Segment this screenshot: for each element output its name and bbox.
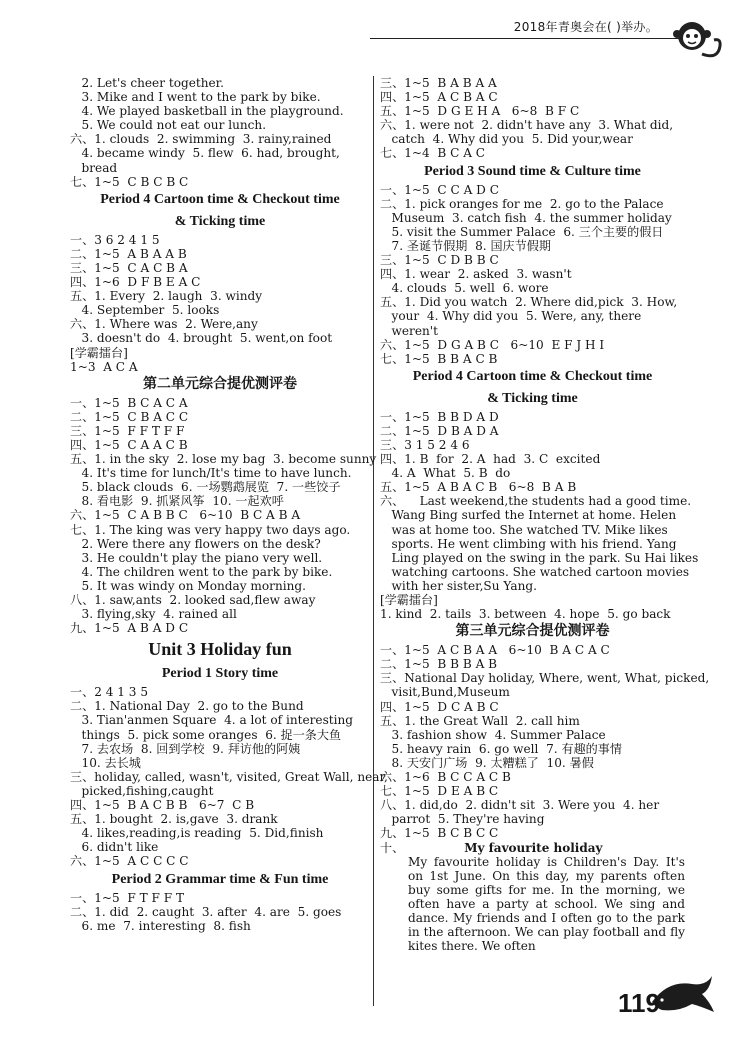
- answer-line: 二、1. pick oranges for me 2. go to the Palace: [380, 196, 664, 211]
- essay-title-row: [380, 841, 685, 855]
- answer-line: 6. me 7. interesting 8. fish: [70, 918, 251, 933]
- answer-line: 四、1~5 D C A B C: [380, 699, 499, 714]
- answer-line: 四、1. B for 2. A had 3. C excited: [380, 452, 601, 467]
- section-heading: & Ticking time: [487, 390, 578, 406]
- answer-line: Ling played on the swing in the park. Su Hai likes: [380, 550, 699, 565]
- answer-line: 六、1. Where was 2. Were,any: [70, 317, 258, 332]
- answer-line: catch 4. Why did you 5. Did your,wear: [380, 132, 633, 147]
- answer-line: Museum 3. catch fish 4. the summer holiday: [380, 210, 672, 225]
- answer-line: 六、1~5 D G A B C 6~10 E F J H I: [380, 337, 605, 352]
- answer-line: 七、1~5 D E A B C: [380, 784, 499, 799]
- answer-line: 5. visit the Summer Palace 6. 三个主要的假日: [380, 224, 664, 239]
- answer-line: Wang Bing surfed the Internet at home. Helen: [380, 508, 677, 523]
- answer-line: 2. Were there any flowers on the desk?: [70, 536, 321, 551]
- answer-line: 二、1. did 2. caught 3. after 4. are 5. goes: [70, 904, 342, 919]
- answer-line: 二、1~5 B B B A B: [380, 657, 498, 672]
- answer-line: 4. became windy 5. flew 6. had, brought,: [70, 146, 340, 161]
- answer-line: 1~3 A C A: [70, 359, 138, 374]
- section-heading: Period 4 Cartoon time & Checkout time: [412, 368, 653, 384]
- answer-line: 4. September 5. looks: [70, 303, 220, 318]
- essay-title: My favourite holiday: [464, 840, 603, 855]
- answer-line: 4. likes,reading,is reading 5. Did,finish: [70, 826, 324, 841]
- answer-line: 5. It was windy on Monday morning.: [70, 578, 306, 593]
- page-number: 119: [618, 988, 660, 1018]
- answer-line: picked,fishing,caught: [70, 783, 214, 798]
- answer-line: [学霸擂台]: [70, 345, 128, 360]
- answer-line: 三、1~5 C D B B C: [380, 253, 499, 268]
- answer-line: 四、1~5 C A A C B: [70, 437, 188, 452]
- answer-line: 七、1~5 C B C B C: [70, 174, 189, 189]
- answer-line: 二、1~5 A B A A B: [70, 246, 187, 261]
- answer-line: 三、holiday, called, wasn't, visited, Great Wall, near,: [70, 769, 388, 784]
- section-heading: Period 1 Story time: [161, 666, 279, 682]
- answer-line: 3. He couldn't play the piano very well.: [70, 550, 323, 565]
- answer-line: 一、1~5 B B D A D: [380, 409, 499, 424]
- answer-line: 三、3 1 5 2 4 6: [380, 437, 470, 452]
- section-heading: & Ticking time: [174, 213, 266, 229]
- answer-line: 8. 天安门广场 9. 太糟糕了 10. 暑假: [380, 755, 594, 770]
- answer-line: 六、1~5 C A B B C 6~10 B C A B A: [70, 508, 301, 523]
- answer-line: 3. fashion show 4. Summer Palace: [380, 727, 606, 742]
- answer-line: 3. Tian'anmen Square 4. a lot of interesting: [70, 713, 354, 728]
- section-heading: Period 3 Sound time & Culture time: [424, 163, 641, 179]
- answer-line: 二、1. National Day 2. go to the Bund: [70, 699, 304, 714]
- answer-line: 四、1~5 A C B A C: [380, 90, 498, 105]
- section-heading: 第二单元综合提优测评卷: [143, 376, 297, 392]
- answer-line: 二、1~5 C B A C C: [70, 409, 189, 424]
- answer-line: 四、1. wear 2. asked 3. wasn't: [380, 267, 572, 282]
- section-heading: Period 4 Cartoon time & Checkout time: [100, 191, 340, 207]
- answer-line: 六、1. clouds 2. swimming 3. rainy,rained: [70, 132, 332, 147]
- answer-line: 4. clouds 5. well 6. wore: [380, 281, 549, 296]
- answer-line: your 4. Why did you 5. Were, any, there: [380, 309, 642, 324]
- answer-line: 七、1. The king was very happy two days ago.: [70, 522, 351, 537]
- answer-line: was at home too. She watched TV. Mike likes: [380, 522, 668, 537]
- question-number: 十、: [380, 840, 405, 855]
- answer-line: 六、1~5 A C C C C: [70, 854, 189, 869]
- answer-line: 2. Let's cheer together.: [70, 76, 224, 90]
- answer-line: 5. heavy rain 6. go well 7. 有趣的事情: [380, 741, 622, 756]
- answer-line: 七、1~4 B C A C: [380, 146, 486, 161]
- left-column: [70, 76, 388, 933]
- answer-line: 一、2 4 1 3 5: [70, 685, 149, 700]
- answer-line: 3. doesn't do 4. brought 5. went,on foot: [70, 331, 333, 346]
- answer-line: 1. kind 2. tails 3. between 4. hope 5. go back: [380, 607, 671, 622]
- answer-line: visit,Bund,Museum: [380, 685, 510, 700]
- header-rule: [370, 38, 680, 39]
- answer-line: 10. 去长城: [70, 755, 141, 770]
- answer-line: 五、1. in the sky 2. lose my bag 3. become sunny: [70, 452, 377, 467]
- answer-line: parrot 5. They're having: [380, 812, 545, 827]
- unit-heading: Unit 3 Holiday fun: [148, 639, 292, 660]
- answer-line: 四、1~6 D F B E A C: [70, 275, 201, 290]
- answer-line: 一、1~5 B C A C A: [70, 395, 188, 410]
- answer-line: sports. He went climbing with his friend. Yang: [380, 536, 677, 551]
- right-column: [380, 76, 710, 954]
- answer-line: 五、1~5 D G E H A 6~8 B F C: [380, 104, 580, 119]
- essay-text: My favourite holiday is Children's Day. It's on 1st June. On this day, my parents often buy some gifts for me. In the morning, we often have a party at school. We sing and dance. My friends and I often go to the park in the afternoon. We can play football and fly kites there. We often: [408, 854, 685, 954]
- answer-line: 一、3 6 2 4 1 5: [70, 232, 160, 247]
- column-divider: [373, 76, 374, 1006]
- answer-line: 七、1~5 B B A C B: [380, 351, 498, 366]
- monkey-mascot-icon: [668, 10, 726, 68]
- page-header: 2018年青奥会在( )举办。: [513, 20, 658, 34]
- answer-line: bread: [70, 160, 118, 175]
- answer-line: with her sister,Su Yang.: [380, 578, 537, 593]
- answer-line: 三、1~5 C A C B A: [70, 260, 188, 275]
- answer-line: watching cartoons. She watched cartoon movies: [380, 564, 690, 579]
- section-heading: Period 2 Grammar time & Fun time: [111, 871, 329, 887]
- answer-line: 二、1~5 D B A D A: [380, 423, 499, 438]
- answer-line: 3. flying,sky 4. rained all: [70, 607, 237, 622]
- answer-line: 一、1~5 F T F F T: [70, 890, 185, 905]
- answer-line: 4. It's time for lunch/It's time to have lunch.: [70, 466, 352, 481]
- answer-line: 四、1~5 B A C B B 6~7 C B: [70, 798, 255, 813]
- answer-line: 五、1. the Great Wall 2. call him: [380, 713, 580, 728]
- answer-line: 八、1. saw,ants 2. looked sad,flew away: [70, 593, 316, 607]
- answer-line: 五、1. bought 2. is,gave 3. drank: [70, 812, 278, 827]
- answer-line: 八、1. did,do 2. didn't sit 3. Were you 4. her: [380, 798, 660, 813]
- answer-line: things 5. pick some oranges 6. 捉一条大鱼: [70, 727, 342, 742]
- answer-line: weren't: [380, 323, 438, 338]
- answer-line: 五、1. Every 2. laugh 3. windy: [70, 289, 263, 304]
- answer-line: 三、1~5 F F T F F: [70, 423, 185, 438]
- answer-line: 五、1~5 A B A C B 6~8 B A B: [380, 480, 577, 495]
- answer-line: 一、1~5 A C B A A 6~10 B A C A C: [380, 643, 610, 658]
- answer-line: 7. 圣诞节假期 8. 国庆节假期: [380, 238, 551, 253]
- answer-line: 5. We could not eat our lunch.: [70, 118, 267, 133]
- answer-line: 五、1. Did you watch 2. Where did,pick 3. How,: [380, 295, 678, 310]
- answer-line: 三、1~5 B A B A A: [380, 76, 497, 90]
- section-heading: 第三单元综合提优测评卷: [455, 624, 610, 640]
- answer-line: 4. We played basketball in the playground.: [70, 104, 344, 119]
- answer-line: 一、1~5 C C A D C: [380, 182, 499, 197]
- answer-line: 4. The children went to the park by bike.: [70, 564, 333, 579]
- answer-line: 九、1~5 A B A D C: [70, 621, 189, 636]
- answer-line: 5. black clouds 6. 一场鹦鹉展览 7. 一些饺子: [70, 480, 341, 495]
- answer-line: 九、1~5 B C B C C: [380, 826, 499, 841]
- answer-line: 六、1. were not 2. didn't have any 3. What did,: [380, 118, 674, 133]
- answer-line: 六、1~6 B C C A C B: [380, 770, 511, 785]
- answer-line: 4. A What 5. B do: [380, 466, 511, 481]
- answer-line: 三、National Day holiday, Where, went, What, picked,: [380, 671, 710, 686]
- answer-line: [学霸擂台]: [380, 593, 438, 607]
- answer-line: 8. 看电影 9. 抓紧风筝 10. 一起欢呼: [70, 494, 284, 509]
- answer-line: 6. didn't like: [70, 840, 159, 855]
- answer-line: 六、 Last weekend,the students had a good time.: [380, 494, 692, 509]
- answer-line: 3. Mike and I went to the park by bike.: [70, 90, 321, 105]
- answer-line: 7. 去农场 8. 回到学校 9. 拜访他的阿姨: [70, 741, 301, 756]
